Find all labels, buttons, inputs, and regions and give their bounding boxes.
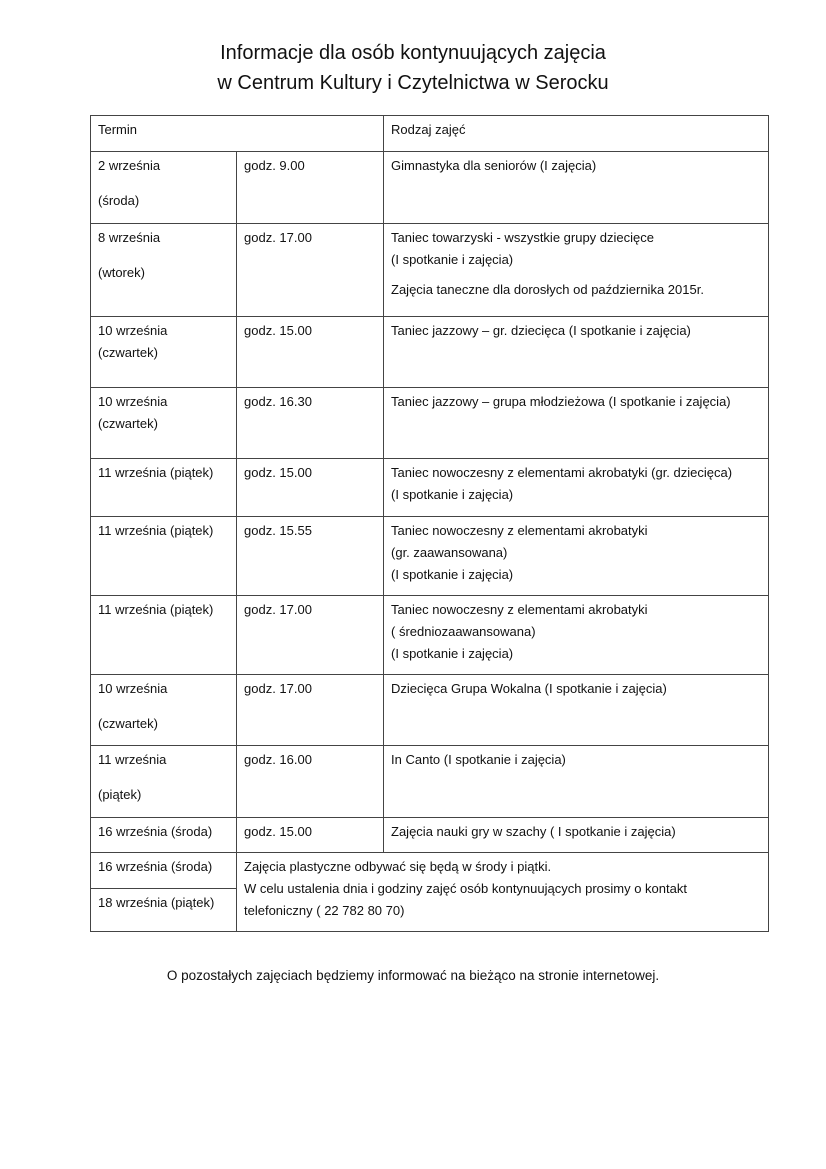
footer-note: O pozostałych zajęciach będziemy informować na bieżąco na stronie internetowej. bbox=[166, 968, 660, 983]
row-date: 10 września (czwartek) bbox=[91, 388, 237, 459]
row-date: 16 września (środa) bbox=[91, 853, 237, 889]
row-time: godz. 16.30 bbox=[237, 388, 384, 459]
row-time: godz. 15.00 bbox=[237, 459, 384, 517]
row-activity: Zajęcia nauki gry w szachy ( I spotkanie i zajęcia) bbox=[384, 818, 769, 853]
table-row bbox=[91, 317, 769, 388]
header-termin: Termin bbox=[91, 116, 384, 152]
row-time: godz. 17.00 bbox=[237, 224, 384, 317]
row-date: 11 września (piątek) bbox=[91, 596, 237, 675]
row-date: 16 września (środa) bbox=[91, 818, 237, 853]
schedule-table bbox=[90, 115, 769, 932]
row-date: 10 września (czwartek) bbox=[91, 675, 237, 746]
table-header-row bbox=[91, 116, 769, 152]
row-activity: Taniec towarzyski - wszystkie grupy dziecięce (I spotkanie i zajęcia) Zajęcia taneczne dla dorosłych od października 2015r. bbox=[384, 224, 769, 317]
title-line-2: w Centrum Kultury i Czytelnictwa w Serocku bbox=[217, 72, 609, 94]
table-row bbox=[91, 675, 769, 746]
table-row bbox=[91, 596, 769, 675]
document-title bbox=[0, 38, 826, 98]
table-row bbox=[91, 517, 769, 596]
table-row bbox=[91, 459, 769, 517]
row-time: godz. 15.00 bbox=[237, 317, 384, 388]
row-activity: Taniec nowoczesny z elementami akrobatyki ( średniozaawansowana) (I spotkanie i zajęcia) bbox=[384, 596, 769, 675]
row-time: godz. 16.00 bbox=[237, 746, 384, 818]
title-line-1: Informacje dla osób kontynuujących zajęcia bbox=[220, 42, 606, 64]
table-row bbox=[91, 746, 769, 818]
row-date: 11 września (piątek) bbox=[91, 746, 237, 818]
row-time: godz. 17.00 bbox=[237, 675, 384, 746]
row-date: 2 września (środa) bbox=[91, 152, 237, 224]
row-activity: Gimnastyka dla seniorów (I zajęcia) bbox=[384, 152, 769, 224]
row-date: 10 września (czwartek) bbox=[91, 317, 237, 388]
row-time: godz. 15.55 bbox=[237, 517, 384, 596]
row-activity: Taniec jazzowy – gr. dziecięca (I spotkanie i zajęcia) bbox=[384, 317, 769, 388]
row-activity: Dziecięca Grupa Wokalna (I spotkanie i zajęcia) bbox=[384, 675, 769, 746]
row-date: 18 września (piątek) bbox=[91, 889, 237, 932]
row-date: 11 września (piątek) bbox=[91, 459, 237, 517]
row-time: godz. 9.00 bbox=[237, 152, 384, 224]
art-classes-info: Zajęcia plastyczne odbywać się będą w środy i piątki. W celu ustalenia dnia i godziny zajęć osób kontynuujących prosimy o kontakt telefoniczny ( 22 782 80 70) bbox=[237, 853, 769, 932]
table-row bbox=[91, 152, 769, 224]
row-activity: Taniec jazzowy – grupa młodzieżowa (I spotkanie i zajęcia) bbox=[384, 388, 769, 459]
header-rodzaj: Rodzaj zajęć bbox=[384, 116, 769, 152]
table-row bbox=[91, 388, 769, 459]
table-row bbox=[91, 818, 769, 853]
row-activity: Taniec nowoczesny z elementami akrobatyki (gr. zaawansowana) (I spotkanie i zajęcia) bbox=[384, 517, 769, 596]
table-row bbox=[91, 853, 769, 889]
table-row bbox=[91, 224, 769, 317]
row-time: godz. 15.00 bbox=[237, 818, 384, 853]
row-date: 11 września (piątek) bbox=[91, 517, 237, 596]
row-date: 8 września (wtorek) bbox=[91, 224, 237, 317]
row-activity: In Canto (I spotkanie i zajęcia) bbox=[384, 746, 769, 818]
row-activity: Taniec nowoczesny z elementami akrobatyki (gr. dziecięca) (I spotkanie i zajęcia) bbox=[384, 459, 769, 517]
row-time: godz. 17.00 bbox=[237, 596, 384, 675]
